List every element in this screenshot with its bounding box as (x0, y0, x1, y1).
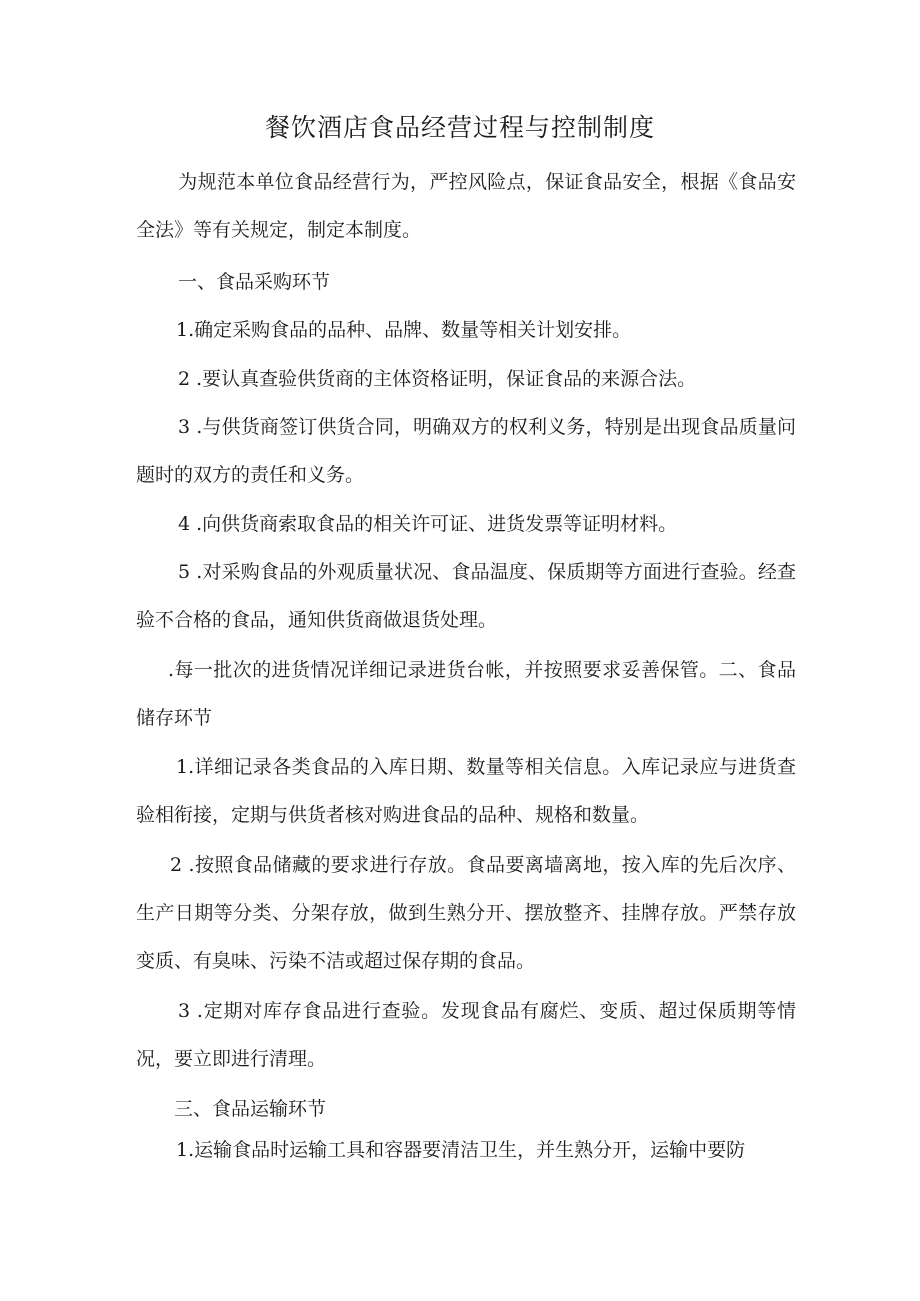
paragraph-procurement-5-text: 5 .对采购食品的外观质量状况、食品温度、保质期等方面进行查验。经查验不合格的食品，通知供货商做退货处理。 (136, 561, 796, 631)
paragraph-storage-3-text: 3 .定期对库存食品进行查验。发现食品有腐烂、变质、超过保质期等情况，要立即进行清理。 (136, 1000, 796, 1070)
paragraph-procurement-4-text: 4 .向供货商索取食品的相关许可证、进货发票等证明材料。 (178, 513, 678, 535)
paragraph-procurement-1-text: 1.确定采购食品的品种、品牌、数量等相关计划安排。 (176, 319, 632, 341)
heading-transport-text: 三、食品运输环节 (174, 1098, 327, 1120)
paragraph-procurement-2 (136, 355, 796, 403)
paragraph-storage-2 (136, 841, 796, 985)
paragraph-procurement-2-text: 2 .要认真查验供货商的主体资格证明，保证食品的来源合法。 (178, 368, 697, 390)
paragraph-transport-1 (136, 1126, 796, 1174)
paragraph-procurement-6 (136, 646, 796, 742)
heading-transport (136, 1092, 796, 1126)
paragraph-storage-3 (136, 987, 796, 1083)
paragraph-procurement-3-text: 3 .与供货商签订供货合同，明确双方的权利义务，特别是出现食品质量问题时的双方的责任和义务。 (136, 416, 796, 486)
paragraph-intro (136, 158, 796, 254)
paragraph-storage-1 (136, 743, 796, 839)
document-title: 餐饮酒店食品经营过程与控制制度 (264, 113, 655, 142)
paragraph-procurement-4 (136, 500, 796, 548)
paragraph-procurement-6-text: .每一批次的进货情况详细记录进货台帐，并按照要求妥善保管。二、食品储存环节 (136, 659, 796, 729)
heading-procurement (136, 258, 796, 306)
paragraph-procurement-1 (136, 306, 796, 354)
paragraph-storage-2-text: 2 .按照食品储藏的要求进行存放。食品要离墙离地，按入库的先后次序、生产日期等分类、分架存放，做到生熟分开、摆放整齐、挂牌存放。严禁存放变质、有臭味、污染不洁或超过保存期的食品。 (136, 854, 796, 972)
paragraph-procurement-5 (136, 548, 796, 644)
heading-procurement-text: 一、食品采购环节 (178, 271, 331, 293)
paragraph-procurement-3 (136, 403, 796, 499)
paragraph-transport-1-text: 1.运输食品时运输工具和容器要清洁卫生，并生熟分开，运输中要防 (176, 1139, 746, 1161)
paragraph-storage-1-text: 1.详细记录各类食品的入库日期、数量等相关信息。入库记录应与进货查验相衔接，定期与供货者核对购进食品的品种、规格和数量。 (136, 756, 796, 826)
paragraph-intro-text: 为规范本单位食品经营行为，严控风险点，保证食品安全，根据《食品安全法》等有关规定，制定本制度。 (136, 171, 796, 241)
